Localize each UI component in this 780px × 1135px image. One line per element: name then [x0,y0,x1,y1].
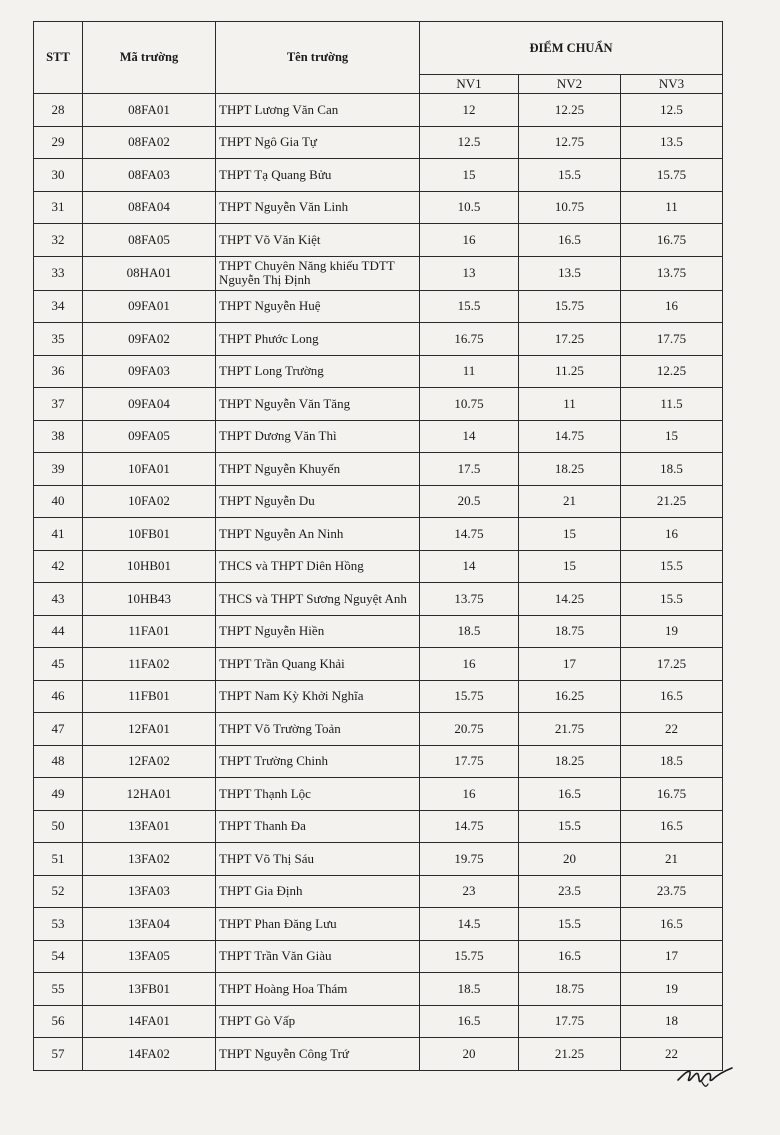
cell-nv3: 23.75 [621,875,723,908]
cell-stt: 54 [34,940,83,973]
cell-nv2: 13.5 [519,256,621,290]
cell-nv3: 16.5 [621,810,723,843]
cell-nv3: 11 [621,191,723,224]
cell-school-name: THPT Võ Trường Toản [216,713,420,746]
cell-nv3: 16.75 [621,224,723,257]
cell-nv2: 23.5 [519,875,621,908]
table-row [34,713,723,746]
cell-nv2: 12.25 [519,94,621,127]
cell-school-code: 13FA04 [83,908,216,941]
cell-nv2: 18.75 [519,973,621,1006]
cell-school-name: THPT Lương Văn Can [216,94,420,127]
cell-school-code: 12HA01 [83,778,216,811]
cell-stt: 49 [34,778,83,811]
cell-nv3: 13.5 [621,126,723,159]
cell-stt: 40 [34,485,83,518]
cell-nv1: 16.5 [420,1005,519,1038]
cell-school-name: THPT Chuyên Năng khiếu TDTT Nguyễn Thị Định [216,256,420,290]
cell-nv2: 16.5 [519,778,621,811]
table-row [34,159,723,192]
cell-stt: 31 [34,191,83,224]
cell-nv3: 16.75 [621,778,723,811]
cell-school-name: THPT Gò Vấp [216,1005,420,1038]
cell-school-code: 08FA01 [83,94,216,127]
cell-nv1: 19.75 [420,843,519,876]
cell-stt: 37 [34,388,83,421]
cell-nv3: 15 [621,420,723,453]
cell-nv1: 17.75 [420,745,519,778]
cell-stt: 42 [34,550,83,583]
table-row [34,778,723,811]
cell-nv1: 20.5 [420,485,519,518]
cell-school-name: THPT Nguyễn Hiền [216,615,420,648]
table-row [34,518,723,551]
cell-nv2: 21.25 [519,1038,621,1071]
cell-stt: 57 [34,1038,83,1071]
cell-nv2: 15.5 [519,159,621,192]
table-row [34,453,723,486]
cell-nv3: 19 [621,615,723,648]
cell-nv1: 16 [420,778,519,811]
cell-nv3: 15.5 [621,583,723,616]
cell-stt: 32 [34,224,83,257]
cell-school-code: 10FA02 [83,485,216,518]
table-row [34,388,723,421]
cell-nv1: 20 [420,1038,519,1071]
cell-nv3: 21 [621,843,723,876]
cell-school-code: 12FA02 [83,745,216,778]
table-row [34,256,723,290]
table-body [34,94,723,1071]
cell-nv2: 18.75 [519,615,621,648]
cell-nv1: 14.75 [420,810,519,843]
header-nv2: NV2 [519,75,621,94]
cell-school-name: THPT Võ Văn Kiệt [216,224,420,257]
cell-school-name: THPT Phan Đăng Lưu [216,908,420,941]
cell-nv3: 12.5 [621,94,723,127]
cell-nv3: 18.5 [621,745,723,778]
cell-stt: 34 [34,290,83,323]
cell-stt: 45 [34,648,83,681]
cell-nv2: 11.25 [519,355,621,388]
cell-nv2: 18.25 [519,745,621,778]
cell-school-name: THPT Nguyễn Văn Linh [216,191,420,224]
table-row [34,680,723,713]
cell-nv3: 16.5 [621,680,723,713]
cell-nv2: 21.75 [519,713,621,746]
cell-stt: 33 [34,256,83,290]
cell-nv3: 12.25 [621,355,723,388]
cell-nv1: 14 [420,420,519,453]
cell-school-name: THPT Trần Văn Giàu [216,940,420,973]
signature-mark [676,1058,736,1090]
cell-school-code: 08FA02 [83,126,216,159]
cell-nv2: 15 [519,550,621,583]
cell-school-name: THPT Gia Định [216,875,420,908]
cell-school-name: THPT Long Trường [216,355,420,388]
cell-nv2: 11 [519,388,621,421]
table-row [34,420,723,453]
header-school-name: Tên trường [216,22,420,94]
cell-stt: 30 [34,159,83,192]
cell-school-code: 11FA01 [83,615,216,648]
cell-school-code: 08FA05 [83,224,216,257]
cell-school-code: 09FA03 [83,355,216,388]
cell-nv2: 15.75 [519,290,621,323]
cell-nv2: 16.5 [519,940,621,973]
table-row [34,745,723,778]
header-stt: STT [34,22,83,94]
cell-school-name: THPT Võ Thị Sáu [216,843,420,876]
table-row [34,323,723,356]
cell-school-code: 13FA01 [83,810,216,843]
cell-stt: 51 [34,843,83,876]
cell-nv2: 21 [519,485,621,518]
cell-stt: 44 [34,615,83,648]
cell-school-code: 13FB01 [83,973,216,1006]
cell-stt: 36 [34,355,83,388]
cell-school-code: 09FA04 [83,388,216,421]
cell-nv3: 16 [621,290,723,323]
cell-nv2: 16.25 [519,680,621,713]
cell-school-code: 09FA01 [83,290,216,323]
cell-nv1: 10.75 [420,388,519,421]
table-row [34,810,723,843]
cell-school-code: 13FA02 [83,843,216,876]
cell-nv2: 15.5 [519,810,621,843]
cell-stt: 39 [34,453,83,486]
cell-stt: 41 [34,518,83,551]
cell-nv3: 17.75 [621,323,723,356]
cell-nv1: 10.5 [420,191,519,224]
cell-school-name: THPT Nguyễn Văn Tăng [216,388,420,421]
cell-stt: 48 [34,745,83,778]
cell-nv3: 15.5 [621,550,723,583]
table-row [34,1005,723,1038]
cell-school-code: 13FA05 [83,940,216,973]
cell-nv1: 12.5 [420,126,519,159]
cell-school-name: THPT Nguyễn Huệ [216,290,420,323]
cell-stt: 35 [34,323,83,356]
cell-stt: 47 [34,713,83,746]
cell-nv2: 12.75 [519,126,621,159]
table-row [34,843,723,876]
table-row [34,940,723,973]
cell-nv3: 18.5 [621,453,723,486]
cell-nv2: 15.5 [519,908,621,941]
cell-nv3: 16 [621,518,723,551]
cell-nv2: 16.5 [519,224,621,257]
cell-nv2: 17.25 [519,323,621,356]
table-row [34,1038,723,1071]
cell-school-name: THPT Nguyễn Du [216,485,420,518]
cell-school-code: 10HB01 [83,550,216,583]
cell-school-code: 14FA02 [83,1038,216,1071]
cell-school-name: THPT Trường Chinh [216,745,420,778]
cell-nv1: 15.75 [420,680,519,713]
cell-nv2: 15 [519,518,621,551]
cell-nv3: 21.25 [621,485,723,518]
cell-nv2: 17.75 [519,1005,621,1038]
cell-nv3: 19 [621,973,723,1006]
cell-school-code: 08HA01 [83,256,216,290]
cell-stt: 43 [34,583,83,616]
cell-school-name: THPT Thạnh Lộc [216,778,420,811]
cell-nv1: 18.5 [420,615,519,648]
cell-nv1: 14 [420,550,519,583]
header-school-code: Mã trường [83,22,216,94]
cell-school-code: 09FA05 [83,420,216,453]
cell-stt: 55 [34,973,83,1006]
cell-nv2: 14.75 [519,420,621,453]
cell-school-code: 08FA04 [83,191,216,224]
cell-nv2: 10.75 [519,191,621,224]
cell-stt: 50 [34,810,83,843]
table-row [34,583,723,616]
cell-nv3: 22 [621,1038,723,1071]
cell-school-code: 12FA01 [83,713,216,746]
table-row [34,355,723,388]
table-row [34,550,723,583]
header-nv3: NV3 [621,75,723,94]
header-row [34,22,723,75]
cell-nv1: 18.5 [420,973,519,1006]
cell-school-code: 11FB01 [83,680,216,713]
cell-nv1: 23 [420,875,519,908]
cell-nv1: 13.75 [420,583,519,616]
table-row [34,648,723,681]
cell-nv3: 17 [621,940,723,973]
cell-school-name: THPT Trần Quang Khải [216,648,420,681]
cell-nv1: 13 [420,256,519,290]
cell-school-name: THCS và THPT Sương Nguyệt Anh [216,583,420,616]
table-row [34,224,723,257]
cell-school-code: 10FB01 [83,518,216,551]
cell-nv1: 20.75 [420,713,519,746]
table-row [34,290,723,323]
cell-school-name: THPT Dương Văn Thì [216,420,420,453]
cell-school-name: THPT Ngô Gia Tự [216,126,420,159]
cell-nv2: 17 [519,648,621,681]
cell-stt: 52 [34,875,83,908]
cell-school-code: 08FA03 [83,159,216,192]
cell-nv3: 22 [621,713,723,746]
cell-nv3: 17.25 [621,648,723,681]
cell-stt: 53 [34,908,83,941]
cell-nv1: 17.5 [420,453,519,486]
cell-nv1: 15.5 [420,290,519,323]
cell-school-name: THPT Nguyễn Công Trứ [216,1038,420,1071]
cell-school-name: THPT Nguyễn Khuyến [216,453,420,486]
table-row [34,485,723,518]
cell-nv1: 15.75 [420,940,519,973]
cell-school-name: THPT Thanh Đa [216,810,420,843]
cell-school-code: 11FA02 [83,648,216,681]
table-row [34,94,723,127]
table-row [34,908,723,941]
cell-school-code: 13FA03 [83,875,216,908]
header-nv1: NV1 [420,75,519,94]
cell-nv1: 11 [420,355,519,388]
cell-stt: 56 [34,1005,83,1038]
cell-nv1: 16 [420,648,519,681]
cell-nv2: 20 [519,843,621,876]
cell-school-name: THPT Phước Long [216,323,420,356]
cell-school-name: THPT Nam Kỳ Khởi Nghĩa [216,680,420,713]
cell-stt: 28 [34,94,83,127]
cell-stt: 29 [34,126,83,159]
cell-nv3: 15.75 [621,159,723,192]
cell-nv3: 11.5 [621,388,723,421]
cell-nv2: 14.25 [519,583,621,616]
cell-school-code: 09FA02 [83,323,216,356]
cell-nv1: 16.75 [420,323,519,356]
cell-nv2: 18.25 [519,453,621,486]
cell-nv1: 12 [420,94,519,127]
table-row [34,191,723,224]
cell-stt: 38 [34,420,83,453]
header-score-group: ĐIỂM CHUẨN [420,22,723,75]
cell-school-name: THCS và THPT Diên Hồng [216,550,420,583]
cell-nv1: 14.5 [420,908,519,941]
cell-nv3: 18 [621,1005,723,1038]
cell-school-name: THPT Hoàng Hoa Thám [216,973,420,1006]
table-row [34,875,723,908]
table-row [34,126,723,159]
cell-nv3: 13.75 [621,256,723,290]
cell-school-code: 14FA01 [83,1005,216,1038]
cell-school-code: 10HB43 [83,583,216,616]
cell-nv1: 16 [420,224,519,257]
cell-nv1: 15 [420,159,519,192]
cell-nv1: 14.75 [420,518,519,551]
cell-school-code: 10FA01 [83,453,216,486]
table-row [34,615,723,648]
cell-stt: 46 [34,680,83,713]
table-row [34,973,723,1006]
cell-school-name: THPT Nguyễn An Ninh [216,518,420,551]
admission-scores-table [33,21,723,1071]
cell-school-name: THPT Tạ Quang Bửu [216,159,420,192]
cell-nv3: 16.5 [621,908,723,941]
